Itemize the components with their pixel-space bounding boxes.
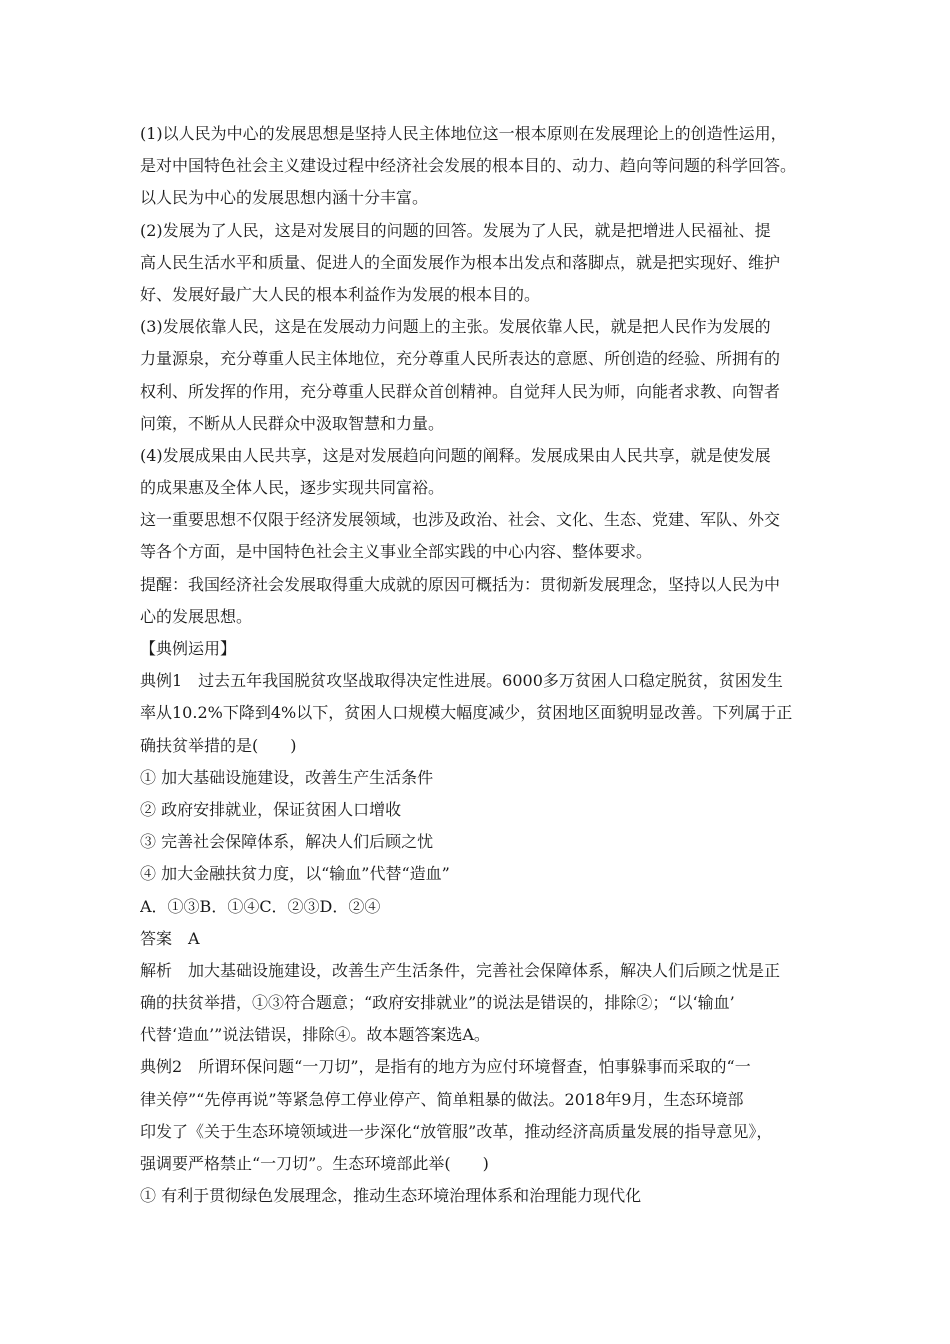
- paragraph-p17: [140, 1180, 832, 1212]
- paragraph-p10: [140, 794, 832, 826]
- paragraph-p12: [140, 858, 832, 890]
- text-line: 好、发展好最广大人民的根本利益作为发展的根本目的。: [140, 284, 541, 304]
- text-line: 典例1 过去五年我国脱贫攻坚战取得决定性进展。6000多万贫困人口稳定脱贫，贫困发生: [140, 671, 783, 691]
- text-line: 【典例运用】: [140, 639, 237, 658]
- text-line: ② 政府安排就业，保证贫困人口增收: [140, 799, 402, 819]
- paragraph-p9: [140, 762, 832, 794]
- paragraph-p1: [140, 118, 832, 215]
- paragraph-p11: [140, 826, 832, 858]
- text-line: 高人民生活水平和质量、促进人的全面发展作为根本出发点和落脚点，就是把实现好、维护: [140, 252, 781, 272]
- document-body: [140, 118, 832, 1212]
- text-line: 确扶贫举措的是( ): [140, 735, 297, 755]
- text-line: 答案 A: [140, 928, 200, 948]
- text-line: 权利、所发挥的作用，充分尊重人民群众首创精神。自觉拜人民为师，向能者求教、向智者: [140, 381, 781, 401]
- text-line: 心的发展思想。: [140, 606, 253, 626]
- text-line: (3)发展依靠人民，这是在发展动力问题上的主张。发展依靠人民，就是把人民作为发展的: [140, 317, 771, 337]
- text-line: ③ 完善社会保障体系，解决人们后顾之忧: [140, 832, 434, 852]
- text-line: 这一重要思想不仅限于经济发展领域，也涉及政治、社会、文化、生态、党建、军队、外交: [140, 510, 781, 530]
- paragraph-p3: [140, 311, 832, 440]
- text-line: ① 有利于贯彻绿色发展理念，推动生态环境治理体系和治理能力现代化: [140, 1186, 642, 1206]
- text-line: 典例2 所谓环保问题“一刀切”，是指有的地方为应付环境督查，怕事躲事而采取的“一: [140, 1057, 751, 1077]
- text-line: 的成果惠及全体人民，逐步实现共同富裕。: [140, 478, 445, 498]
- paragraph-p13: [140, 891, 832, 923]
- text-line: 印发了《关于生态环境领域进一步深化“放管服”改革，推动经济高质量发展的指导意见》，: [140, 1121, 773, 1141]
- text-line: (1)以人民为中心的发展思想是坚持人民主体地位这一根本原则在发展理论上的创造性运用，: [140, 124, 787, 143]
- text-line: 力量源泉，充分尊重人民主体地位，充分尊重人民所表达的意愿、所创造的经验、所拥有的: [140, 349, 781, 369]
- text-line: (4)发展成果由人民共享，这是对发展趋向问题的阐释。发展成果由人民共享，就是使发展: [140, 445, 771, 465]
- paragraph-p7: [140, 633, 832, 665]
- paragraph-p8: [140, 665, 832, 762]
- text-line: 以人民为中心的发展思想内涵十分丰富。: [140, 188, 429, 208]
- text-line: 是对中国特色社会主义建设过程中经济社会发展的根本目的、动力、趋向等问题的科学回答。: [140, 156, 797, 176]
- text-line: 代替‘造血’”说法错误，排除④。故本题答案选A。: [140, 1025, 490, 1045]
- paragraph-p5: [140, 504, 832, 568]
- paragraph-p15: [140, 955, 832, 1052]
- paragraph-p6: [140, 569, 832, 633]
- text-line: ① 加大基础设施建设，改善生产生活条件: [140, 767, 434, 787]
- text-line: 率从10.2%下降到4%以下，贫困人口规模大幅度减少，贫困地区面貌明显改善。下列属于正: [140, 703, 793, 723]
- text-line: ④ 加大金融扶贫力度，以“输血”代替“造血”: [140, 864, 450, 884]
- text-line: A．①③B．①④C．②③D．②④: [140, 896, 381, 916]
- paragraph-p16: [140, 1051, 832, 1180]
- text-line: 提醒：我国经济社会发展取得重大成就的原因可概括为：贯彻新发展理念，坚持以人民为中: [140, 574, 781, 594]
- paragraph-p14: [140, 923, 832, 955]
- text-line: (2)发展为了人民，这是对发展目的问题的回答。发展为了人民，就是把增进人民福祉、提: [140, 220, 771, 240]
- text-line: 律关停”“先停再说”等紧急停工停业停产、简单粗暴的做法。2018年9月，生态环境部: [140, 1089, 744, 1109]
- text-line: 等各个方面，是中国特色社会主义事业全部实践的中心内容、整体要求。: [140, 542, 653, 562]
- text-line: 确的扶贫举措，①③符合题意；“政府安排就业”的说法是错误的，排除②；“以‘输血’: [140, 993, 735, 1013]
- paragraph-p4: [140, 440, 832, 504]
- paragraph-p2: [140, 215, 832, 312]
- text-line: 问策，不断从人民群众中汲取智慧和力量。: [140, 413, 445, 433]
- text-line: 强调要严格禁止“一刀切”。生态环境部此举( ): [140, 1154, 489, 1173]
- text-line: 解析 加大基础设施建设，改善生产生活条件，完善社会保障体系，解决人们后顾之忧是正: [140, 960, 781, 980]
